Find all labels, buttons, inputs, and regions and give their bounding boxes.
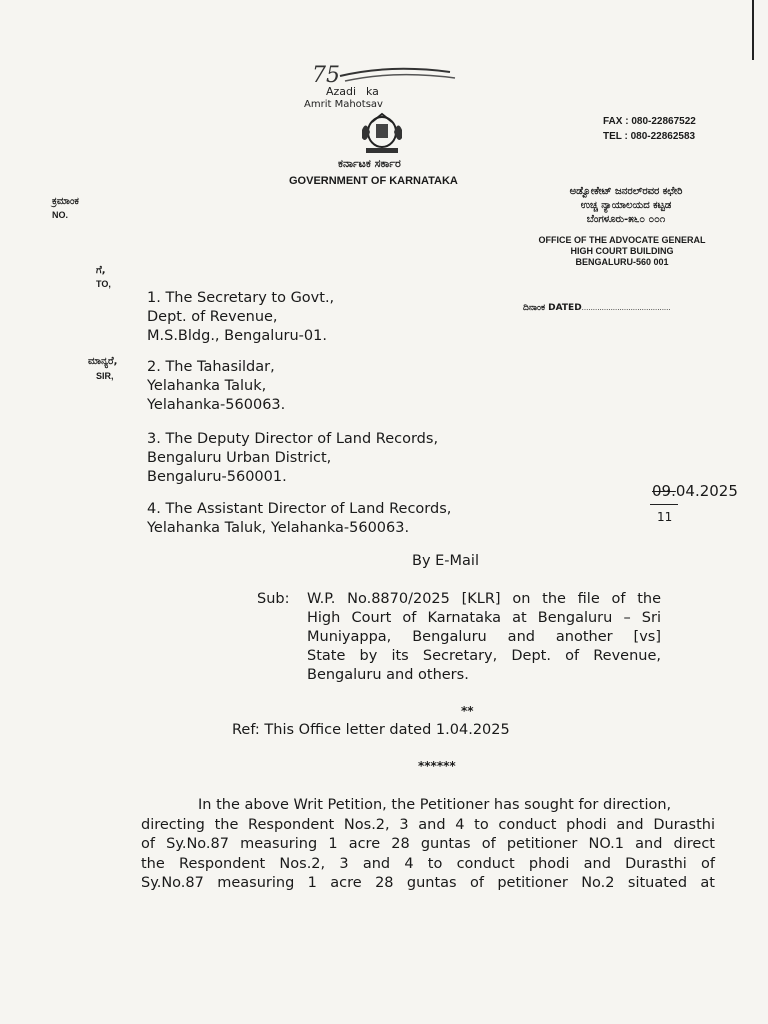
- addressee-line: Yelahanka Taluk, Yelahanka-560063.: [147, 520, 410, 536]
- body-line: the Respondent Nos.2, 3 and 4 to conduct phodi and Durasthi of: [141, 855, 715, 872]
- addressee-4: [147, 500, 451, 538]
- separator-short: **: [461, 704, 474, 718]
- svg-text:Azadi: Azadi: [326, 85, 357, 98]
- fax-number: FAX : 080-22867522: [603, 116, 696, 127]
- addressee-line: M.S.Bldg., Bengaluru-01.: [147, 328, 327, 344]
- body-line: directing the Respondent Nos.2, 3 and 4 to conduct phodi and Durasthi: [141, 816, 715, 833]
- date-main-part: 04.2025: [675, 482, 738, 500]
- addressee-2: [147, 358, 285, 415]
- date-ditto-mark: 11: [657, 510, 673, 524]
- office-english-line: OFFICE OF THE ADVOCATE GENERAL: [538, 235, 706, 245]
- date-struck-part: 09.: [652, 482, 676, 500]
- subject-label: Sub:: [257, 591, 290, 607]
- date-underline: [650, 504, 678, 505]
- subject-line: Muniyappa, Bengaluru and another [vs]: [307, 629, 661, 645]
- to-label-kannada: ಗೆ,: [96, 265, 106, 276]
- body-line: Sy.No.87 measuring 1 acre 28 guntas of petitioner No.2 situated at: [141, 875, 715, 891]
- letter-date: [652, 482, 738, 500]
- sir-label-kannada: ಮಾನ್ಯರೆ,: [88, 356, 118, 367]
- no-label: NO.: [52, 210, 69, 220]
- office-kannada-line: ಅಡ್ವೋಕೇಟ್ ಜನರಲ್‌ರವರ ಕಛೇರಿ: [569, 186, 683, 197]
- addressee-line: Dept. of Revenue,: [147, 309, 278, 325]
- separator-long: ******: [418, 759, 456, 773]
- subject-text: [307, 590, 661, 685]
- office-english-line: HIGH COURT BUILDING: [570, 246, 674, 256]
- office-address-english: [516, 235, 728, 268]
- addressee-line: 2. The Tahasildar,: [147, 359, 275, 375]
- reference-line: Ref: This Office letter dated 1.04.2025: [232, 722, 510, 738]
- dated-label: ದಿನಾಂಕ DATED: [523, 303, 582, 313]
- karnataka-emblem-icon: [358, 110, 406, 156]
- page-edge-mark: [752, 0, 754, 60]
- office-kannada-line: ಬೆಂಗಳೂರು-೫೬೦ ೦೦೧: [586, 214, 666, 225]
- office-address-kannada: [526, 185, 726, 227]
- subject-line: W.P. No.8870/2025 [KLR] on the file of the: [307, 591, 661, 607]
- govt-kannada-title: ಕರ್ನಾಟಕ ಸರ್ಕಾರ: [338, 157, 401, 170]
- office-kannada-line: ಉಚ್ಚ ನ್ಯಾಯಾಲಯದ ಕಟ್ಟಡ: [580, 200, 672, 211]
- addressee-1: [147, 289, 334, 346]
- azadi-logo-graphic: [300, 62, 480, 112]
- office-english-line: BENGALURU-560 001: [575, 257, 669, 267]
- addressee-line: Bengaluru-560001.: [147, 469, 287, 485]
- dated-dots: ........................................: [581, 303, 671, 312]
- addressee-line: 4. The Assistant Director of Land Records,: [147, 501, 452, 517]
- subject-line: State by its Secretary, Dept. of Revenue,: [307, 648, 661, 664]
- govt-english-title: GOVERNMENT OF KARNATAKA: [289, 175, 458, 187]
- svg-text:ka: ka: [366, 85, 379, 98]
- to-label: TO,: [96, 279, 111, 289]
- addressee-line: Bengaluru Urban District,: [147, 450, 332, 466]
- addressee-3: [147, 430, 438, 487]
- svg-text:Amrit Mahotsav: Amrit Mahotsav: [304, 99, 383, 110]
- tel-number: TEL : 080-22862583: [603, 131, 696, 142]
- addressee-line: Yelahanka Taluk,: [147, 378, 267, 394]
- sir-label: SIR,: [96, 371, 114, 381]
- subject-line: High Court of Karnataka at Bengaluru – Sri: [307, 610, 661, 626]
- body-paragraph: [141, 796, 715, 894]
- body-line: In the above Writ Petition, the Petitioner has sought for direction,: [198, 797, 672, 813]
- dated-field: [523, 295, 671, 314]
- addressee-line: 1. The Secretary to Govt.,: [147, 290, 335, 306]
- azadi-logo: [300, 62, 480, 112]
- subject-line: Bengaluru and others.: [307, 667, 469, 683]
- no-label-kannada: ಕ್ರಮಾಂಕ: [52, 196, 79, 207]
- svg-text:75: 75: [312, 63, 340, 88]
- addressee-line: Yelahanka-560063.: [147, 397, 286, 413]
- delivery-mode: By E-Mail: [412, 553, 479, 569]
- addressee-line: 3. The Deputy Director of Land Records,: [147, 431, 439, 447]
- body-line: of Sy.No.87 measuring 1 acre 28 guntas of petitioner NO.1 and direct: [141, 836, 715, 852]
